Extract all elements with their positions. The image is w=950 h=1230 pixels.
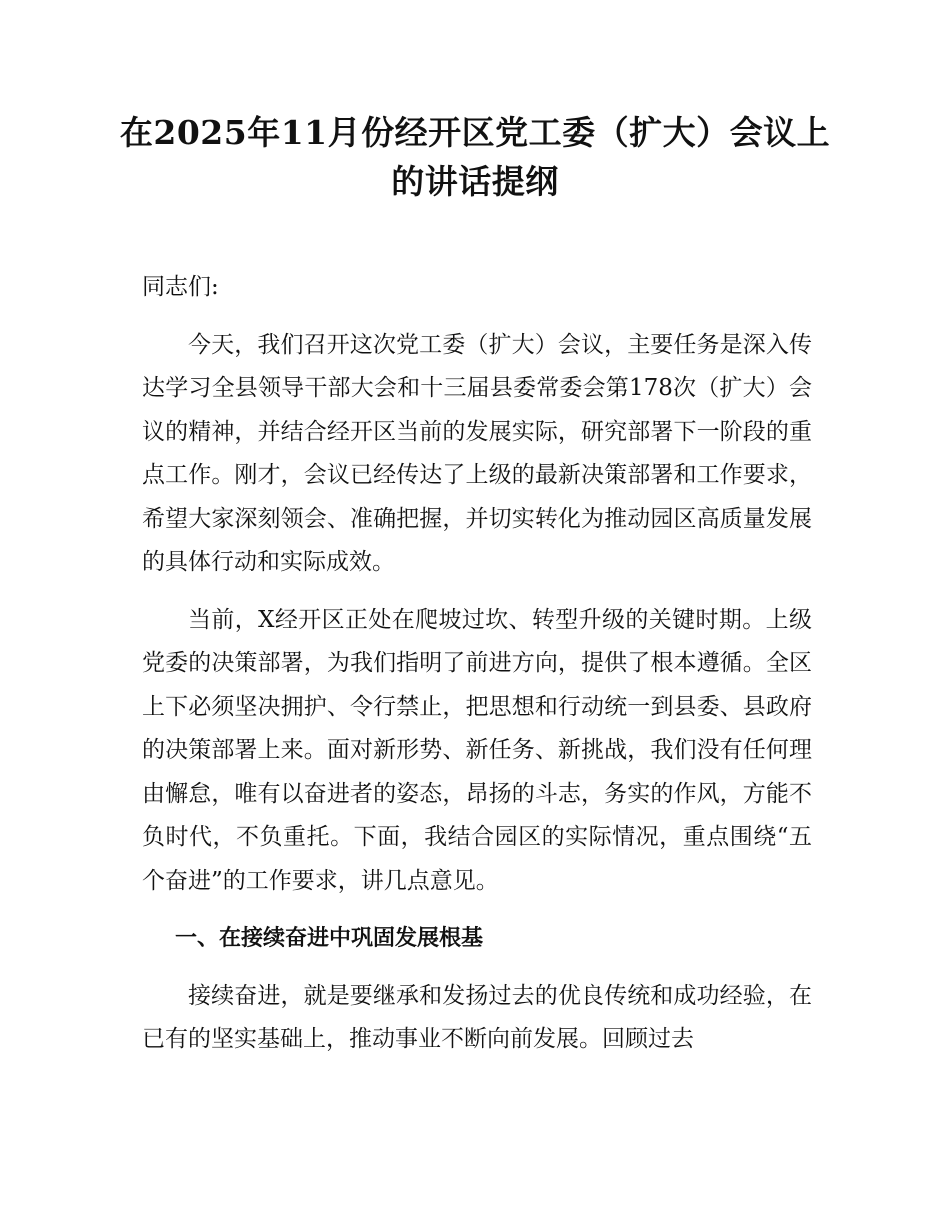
document-body <box>142 266 812 1076</box>
paragraph-context: 当前，X经开区正处在爬坡过坎、转型升级的关键时期。上级党委的决策部署，为我们指明了前进方向，提供了根本遵循。全区上下必须坚决拥护、令行禁止，把思想和行动统一到县委、县政府的决策部署上来。面对新形势、新任务、新挑战，我们没有任何理由懈怠，唯有以奋进者的姿态，昂扬的斗志，务实的作风，方能不负时代，不负重托。下面，我结合园区的实际情况，重点围绕“五个奋进”的工作要求，讲几点意见。 <box>142 606 812 894</box>
section-heading: 一、在接续奋进中巩固发展根基 <box>175 926 484 951</box>
salutation: 同志们: <box>142 274 219 300</box>
section-paragraph: 接续奋进，就是要继承和发扬过去的优良传统和成功经验，在已有的坚实基础上，推动事业不断向前发展。回顾过去 <box>142 982 812 1052</box>
document-title: 在2025年11月份经开区党工委（扩大）会议上的讲话提纲 <box>119 113 831 201</box>
paragraph-opening: 今天，我们召开这次党工委（扩大）会议，主要任务是深入传达学习全县领导干部大会和十三届县委常委会第178次（扩大）会议的精神，并结合经开区当前的发展实际，研究部署下一阶段的重点工作。刚才，会议已经传达了上级的最新决策部署和工作要求，希望大家深刻领会、准确把握，并切实转化为推动园区高质量发展的具体行动和实际成效。 <box>142 331 812 575</box>
